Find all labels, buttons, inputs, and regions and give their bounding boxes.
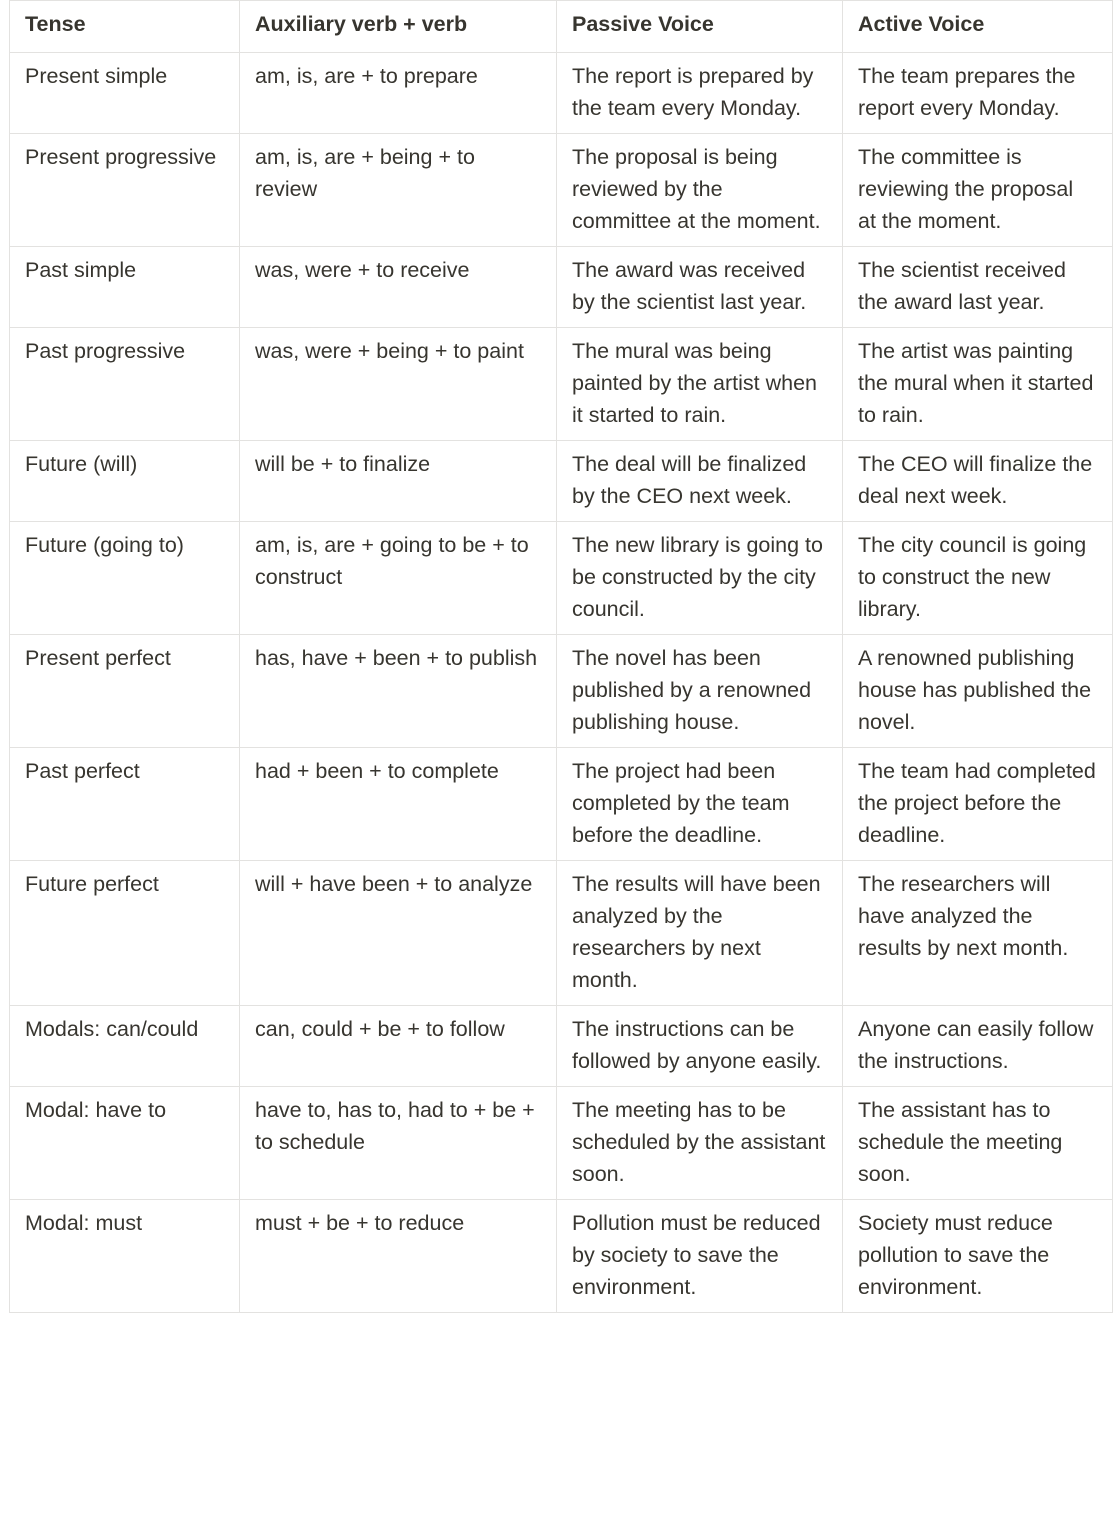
- table-row: [10, 522, 1113, 635]
- auxiliary-cell: have to, has to, had to + be + to schedule: [240, 1087, 557, 1200]
- tense-cell: Past perfect: [10, 748, 240, 861]
- tense-cell: Past progressive: [10, 328, 240, 441]
- auxiliary-cell: has, have + been + to publish: [240, 635, 557, 748]
- passive-cell: The award was received by the scientist last year.: [557, 247, 843, 328]
- table-row: [10, 748, 1113, 861]
- auxiliary-cell: can, could + be + to follow: [240, 1006, 557, 1087]
- active-cell: Anyone can easily follow the instructions.: [843, 1006, 1113, 1087]
- auxiliary-cell: had + been + to complete: [240, 748, 557, 861]
- auxiliary-cell: was, were + to receive: [240, 247, 557, 328]
- tense-cell: Modal: must: [10, 1200, 240, 1313]
- active-cell: The researchers will have analyzed the results by next month.: [843, 861, 1113, 1006]
- table-row: [10, 1006, 1113, 1087]
- active-cell: The artist was painting the mural when it started to rain.: [843, 328, 1113, 441]
- tense-cell: Modal: have to: [10, 1087, 240, 1200]
- table-row: [10, 1087, 1113, 1200]
- auxiliary-cell: will be + to finalize: [240, 441, 557, 522]
- active-cell: The committee is reviewing the proposal at the moment.: [843, 134, 1113, 247]
- active-cell: The CEO will finalize the deal next week.: [843, 441, 1113, 522]
- active-cell: The team had completed the project before the deadline.: [843, 748, 1113, 861]
- table-row: [10, 441, 1113, 522]
- tense-cell: Past simple: [10, 247, 240, 328]
- active-cell: A renowned publishing house has published the novel.: [843, 635, 1113, 748]
- auxiliary-cell: am, is, are + to prepare: [240, 53, 557, 134]
- table-row: [10, 1200, 1113, 1313]
- table-row: [10, 53, 1113, 134]
- table-row: [10, 247, 1113, 328]
- passive-cell: The novel has been published by a renowned publishing house.: [557, 635, 843, 748]
- auxiliary-cell: am, is, are + being + to review: [240, 134, 557, 247]
- passive-cell: The report is prepared by the team every Monday.: [557, 53, 843, 134]
- passive-cell: The results will have been analyzed by the researchers by next month.: [557, 861, 843, 1006]
- header-cell: Passive Voice: [557, 1, 843, 53]
- header-cell: Tense: [10, 1, 240, 53]
- table-row: [10, 328, 1113, 441]
- header-cell: Auxiliary verb + verb: [240, 1, 557, 53]
- passive-cell: The instructions can be followed by anyone easily.: [557, 1006, 843, 1087]
- passive-cell: The meeting has to be scheduled by the assistant soon.: [557, 1087, 843, 1200]
- tense-cell: Present perfect: [10, 635, 240, 748]
- passive-cell: Pollution must be reduced by society to save the environment.: [557, 1200, 843, 1313]
- passive-cell: The mural was being painted by the artist when it started to rain.: [557, 328, 843, 441]
- passive-cell: The new library is going to be constructed by the city council.: [557, 522, 843, 635]
- table-row: [10, 635, 1113, 748]
- auxiliary-cell: must + be + to reduce: [240, 1200, 557, 1313]
- tense-cell: Present progressive: [10, 134, 240, 247]
- passive-cell: The project had been completed by the team before the deadline.: [557, 748, 843, 861]
- tense-cell: Modals: can/could: [10, 1006, 240, 1087]
- tense-cell: Future (will): [10, 441, 240, 522]
- auxiliary-cell: am, is, are + going to be + to construct: [240, 522, 557, 635]
- tense-cell: Future (going to): [10, 522, 240, 635]
- active-cell: The city council is going to construct the new library.: [843, 522, 1113, 635]
- voice-table: [9, 0, 1113, 1313]
- tense-cell: Present simple: [10, 53, 240, 134]
- tense-cell: Future perfect: [10, 861, 240, 1006]
- active-cell: Society must reduce pollution to save the environment.: [843, 1200, 1113, 1313]
- passive-cell: The deal will be finalized by the CEO next week.: [557, 441, 843, 522]
- table-row: [10, 861, 1113, 1006]
- auxiliary-cell: will + have been + to analyze: [240, 861, 557, 1006]
- active-cell: The assistant has to schedule the meeting soon.: [843, 1087, 1113, 1200]
- passive-cell: The proposal is being reviewed by the committee at the moment.: [557, 134, 843, 247]
- active-cell: The scientist received the award last year.: [843, 247, 1113, 328]
- auxiliary-cell: was, were + being + to paint: [240, 328, 557, 441]
- table-row: [10, 134, 1113, 247]
- active-cell: The team prepares the report every Monday.: [843, 53, 1113, 134]
- header-cell: Active Voice: [843, 1, 1113, 53]
- header-row: [10, 1, 1113, 53]
